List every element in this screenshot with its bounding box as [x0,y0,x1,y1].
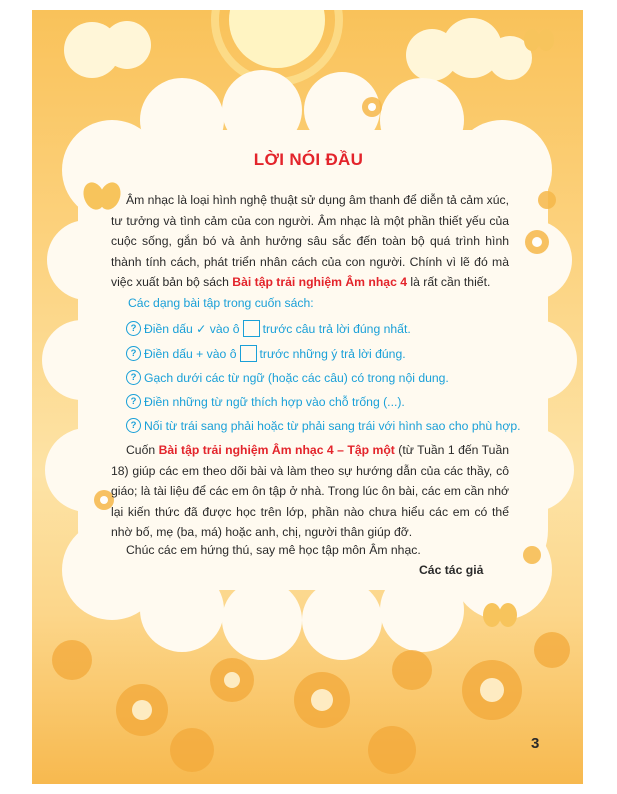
exercise-item: ? Gạch dưới các từ ngữ (hoặc các câu) có trong nội dung. [126,370,449,385]
question-icon: ? [126,321,141,336]
intro-paragraph: Âm nhạc là loại hình nghệ thuật sử dụng âm thanh để diễn tả cảm xúc, tư tưởng và tình cảm của con người. Âm nhạc là một phần thiết yếu của cuộc sống, gắn bó và ảnh hưởng sâu sắc đến toàn bộ quá trình hình thành tính cách, phát triển nhân cách của con người. Chính vì lẽ đó mà việc xuất bản bộ sách Bài tập trải nghiệm Âm nhạc 4 là rất cần thiết. [111,193,509,290]
volume-title: Bài tập trải nghiệm Âm nhạc 4 – Tập một [158,443,395,457]
book-title: Bài tập trải nghiệm Âm nhạc 4 [232,275,408,290]
question-icon: ? [126,370,141,385]
page-number: 3 [531,735,540,752]
closing-paragraph: Chúc các em hứng thú, say mê học tập môn Âm nhạc. [126,543,421,557]
exercise-item: ? Nối từ trái sang phải hoặc từ phải sang trái với hình sao cho phù hợp. [126,418,520,433]
exercise-item: ? Điền dấu ✓ vào ô trước câu trả lời đúng nhất. [126,320,411,337]
exercise-item: ? Điền những từ ngữ thích hợp vào chỗ trống (...). [126,394,405,409]
checkbox-square-icon [240,345,257,362]
checkbox-square-icon [243,320,260,337]
page-title: LỜI NÓI ĐẦU [253,150,364,169]
signature: Các tác giả [419,563,484,577]
question-icon: ? [126,394,141,409]
volume-paragraph: Cuốn Bài tập trải nghiệm Âm nhạc 4 – Tập một (từ Tuần 1 đến Tuần 18) giúp các em theo dõi bài và làm theo sự hướng dẫn của các thầy, cô giáo; là tài liệu để các em ôn tập ở nhà. Trong lúc ôn bài, các em cần nhớ lại kiến thức đã được học trên lớp, phần nào chưa hiểu các em có thể nhờ bố, mẹ (ba, má) hoặc anh, chị, người thân giúp đỡ. [111,443,509,540]
exercise-item: ? Điền dấu + vào ô trước những ý trả lời đúng. [126,345,406,362]
exercise-types-title: Các dạng bài tập trong cuốn sách: [128,296,314,310]
question-icon: ? [126,418,141,433]
question-icon: ? [126,346,141,361]
